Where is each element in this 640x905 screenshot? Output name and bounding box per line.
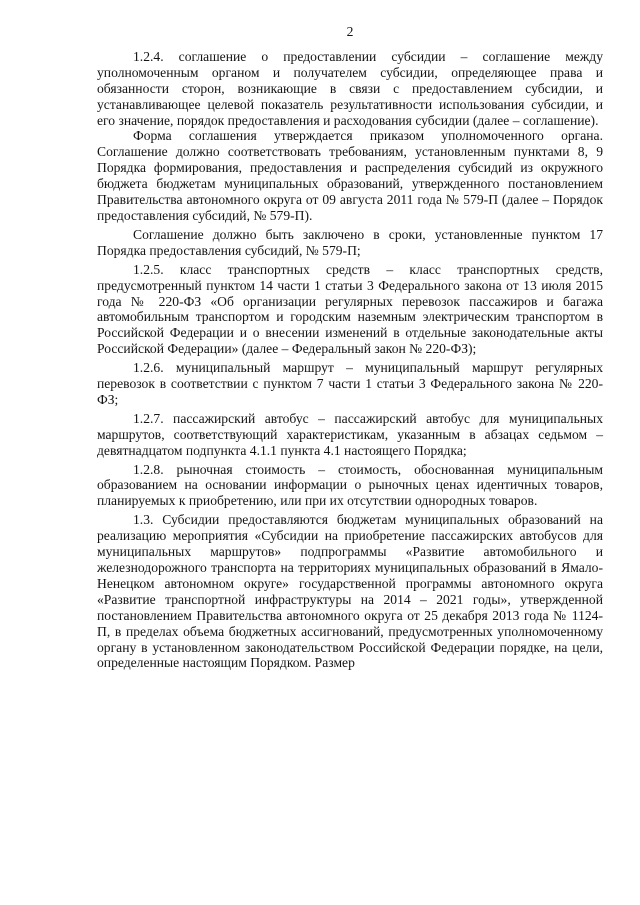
paragraph-1-3: 1.3. Субсидии предоставляются бюджетам муниципальных образований на реализацию мероприятия «Субсидии на приобретение пассажирских автобусов для муниципальных маршрутов» подпрограммы «Развитие автомобильного и железнодорожного транспорта на территориях муниципальных образований в Ямало-Ненецком автономном округе» государственной программы автономного округа «Развитие транспортной инфраструктуры на 2014 – 2021 годы», утвержденной постановлением Правительства автономного округа от 25 декабря 2013 года № 1124-П, в пределах объема бюджетных ассигнований, предусмотренных уполномоченному органу в установленном законодательством Российской Федерации порядке, на цели, определенные настоящим Порядком. Размер: [97, 512, 603, 671]
document-page: [97, 24, 603, 671]
paragraph-1-2-6: 1.2.6. муниципальный маршрут – муниципальный маршрут регулярных перевозок в соответствии с пунктом 7 части 1 статьи 3 Федерального закона № 220-ФЗ;: [97, 360, 603, 407]
paragraph-1-2-4: 1.2.4. соглашение о предоставлении субсидии – соглашение между уполномоченным органом и получателем субсидии, определяющее права и обязанности сторон, возникающие в связи с предоставлением субсидии, и устанавливающее целевой показатель результативности использования субсидии, и его значение, порядок предоставления и расходования субсидии (далее – соглашение).: [97, 48, 603, 128]
paragraph-1-2-5: 1.2.5. класс транспортных средств – класс транспортных средств, предусмотренный пунктом 14 части 1 статьи 3 Федерального закона от 13 июля 2015 года № 220-ФЗ «Об организации регулярных перевозок пассажиров и багажа автомобильным транспортом и городским наземным электрическим транспортом в Российской Федерации и о внесении изменений в отдельные законодательные акты Российской Федерации» (далее – Федеральный закон № 220-ФЗ);: [97, 261, 603, 357]
paragraph-agreement-terms: Соглашение должно быть заключено в сроки, установленные пунктом 17 Порядка предоставления субсидий, № 579-П;: [97, 226, 603, 258]
paragraph-1-2-8: 1.2.8. рыночная стоимость – стоимость, обоснованная муниципальным образованием на основании информации о рыночных ценах идентичных товаров, планируемых к приобретению, или при их отсутствии однородных товаров.: [97, 461, 603, 509]
paragraph-agreement-form: Форма соглашения утверждается приказом уполномоченного органа. Соглашение должно соответствовать требованиям, установленным пунктами 8, 9 Порядка формирования, предоставления и распределения субсидий из окружного бюджета бюджетам муниципальных образований, утвержденного постановлением Правительства автономного округа от 09 августа 2011 года № 579-П (далее – Порядок предоставления субсидий, № 579-П).: [97, 128, 603, 223]
paragraph-1-2-7: 1.2.7. пассажирский автобус – пассажирский автобус для муниципальных маршрутов, соответствующий характеристикам, указанным в абзацах седьмом – девятнадцатом подпункта 4.1.1 пункта 4.1 настоящего Порядка;: [97, 410, 603, 458]
page-number: 2: [346, 24, 354, 39]
